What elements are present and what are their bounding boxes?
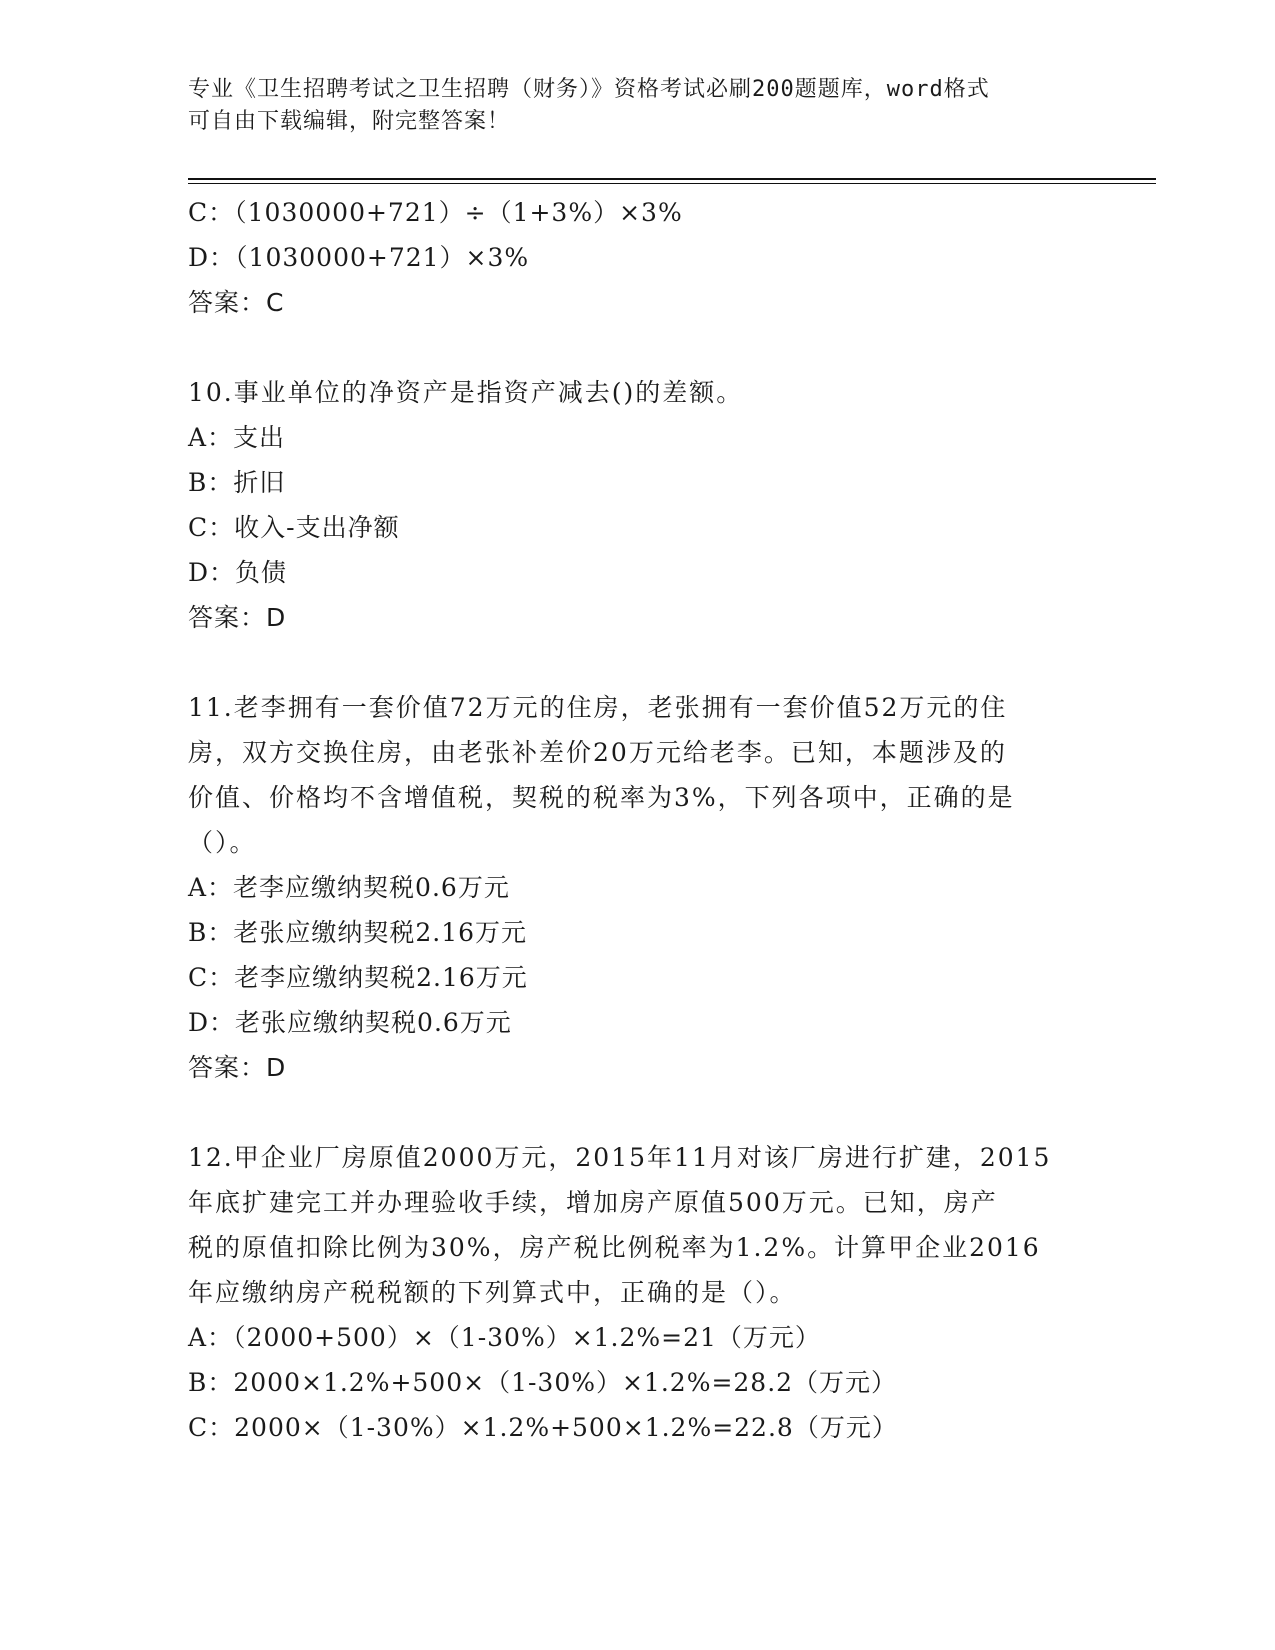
q11-stem-line-3: 价值、价格均不含增值税，契税的税率为3%，下列各项中，正确的是 — [188, 783, 1015, 812]
header-rule-thick — [188, 178, 1156, 180]
q12-stem-line-4: 年应缴纳房产税税额的下列算式中，正确的是（）。 — [188, 1278, 797, 1307]
header-line-1: 专业《卫生招聘考试之卫生招聘（财务）》资格考试必刷200题题库，word格式 — [188, 77, 990, 102]
spacer — [188, 325, 1088, 370]
q12-stem-line-3: 税的原值扣除比例为30%，房产税比例税率为1.2%。计算甲企业2016 — [188, 1233, 1041, 1262]
question-11 — [188, 685, 1088, 1090]
q12-option-c: C：2000×（1-30%）×1.2%+500×1.2%=22.8（万元） — [188, 1413, 898, 1442]
q10-stem: 10.事业单位的净资产是指资产减去()的差额。 — [188, 378, 744, 407]
q12-option-a: A：（2000+500）×（1-30%）×1.2%=21（万元） — [188, 1323, 821, 1352]
q10-option-b: B：折旧 — [188, 468, 286, 497]
spacer — [188, 1090, 1088, 1135]
header-line-2: 可自由下载编辑，附完整答案！ — [188, 109, 511, 134]
q12-stem-line-1: 12.甲企业厂房原值2000万元，2015年11月对该厂房进行扩建，2015 — [188, 1143, 1052, 1172]
spacer — [188, 640, 1088, 685]
question-10 — [188, 370, 1088, 640]
q11-option-d: D：老张应缴纳契税0.6万元 — [188, 1008, 512, 1037]
q11-stem-line-2: 房，双方交换住房，由老张补差价20万元给老李。已知，本题涉及的 — [188, 738, 1007, 767]
q9-answer: 答案：C — [188, 288, 285, 317]
header-rule-thin — [188, 183, 1156, 184]
q11-option-a: A：老李应缴纳契税0.6万元 — [188, 873, 510, 902]
q9-option-d: D：（1030000+721）×3% — [188, 243, 530, 272]
q9-option-c: C：（1030000+721）÷（1+3%）×3% — [188, 198, 683, 227]
q11-stem-line-1: 11.老李拥有一套价值72万元的住房，老张拥有一套价值52万元的住 — [188, 693, 1008, 722]
q11-option-c: C：老李应缴纳契税2.16万元 — [188, 963, 528, 992]
q11-stem-line-4: （）。 — [188, 828, 257, 857]
question-9-continued — [188, 190, 1088, 325]
document-body — [188, 190, 1088, 1450]
q12-stem-line-2: 年底扩建完工并办理验收手续，增加房产原值500万元。已知，房产 — [188, 1188, 998, 1217]
q10-answer: 答案：D — [188, 603, 287, 632]
q11-answer: 答案：D — [188, 1053, 287, 1082]
question-12 — [188, 1135, 1088, 1450]
q12-option-b: B：2000×1.2%+500×（1-30%）×1.2%=28.2（万元） — [188, 1368, 898, 1397]
document-header — [188, 74, 1088, 138]
q10-option-d: D：负债 — [188, 558, 288, 587]
q11-option-b: B：老张应缴纳契税2.16万元 — [188, 918, 528, 947]
q10-option-a: A：支出 — [188, 423, 286, 452]
q10-option-c: C：收入-支出净额 — [188, 513, 400, 542]
